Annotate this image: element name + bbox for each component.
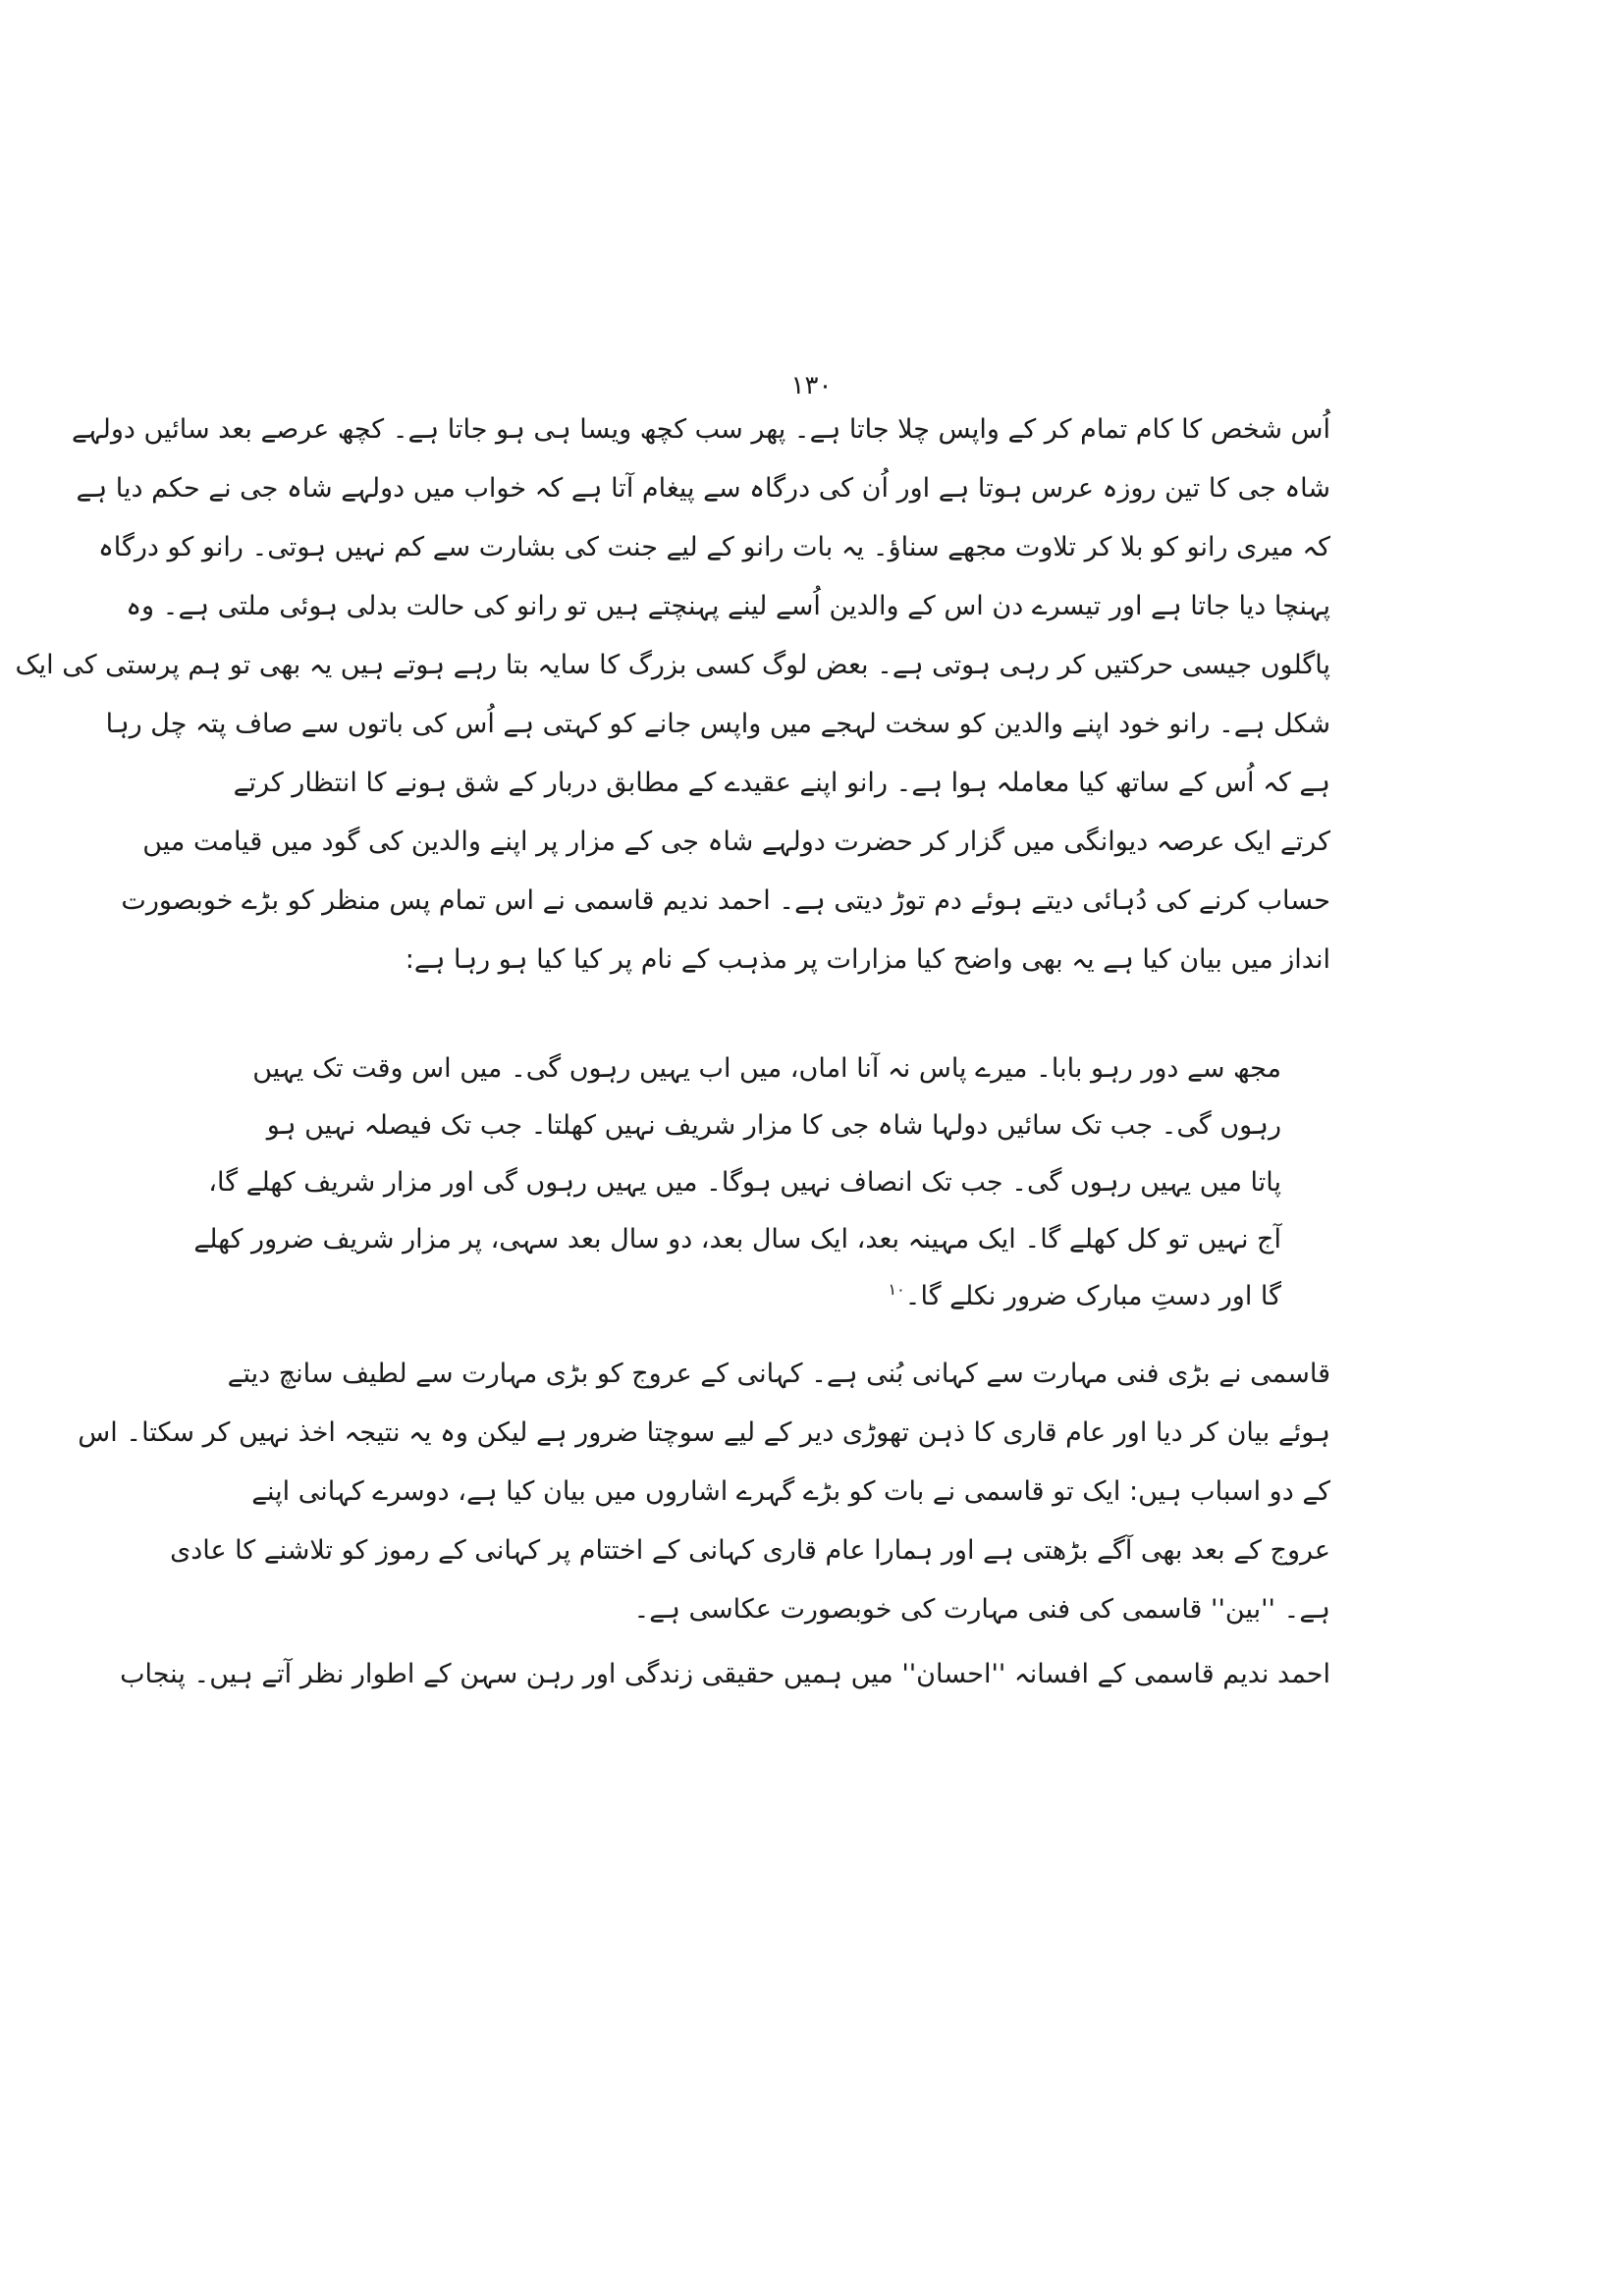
text-line: کے دو اسباب ہیں: ایک تو قاسمی نے بات کو بڑے گہرے اشاروں میں بیان کیا ہے، دوسرے کہانی اپنے [251,1476,1330,1507]
quote-line-last [417,1268,1281,1325]
text-line: پاگلوں جیسی حرکتیں کر رہی ہوتی ہے۔ بعض لوگ کسی بزرگ کا سایہ بتا رہے ہوتے ہیں یہ بھی تو ہم پرستی کی ایک [15,650,1330,680]
block-quote [193,1041,1281,1325]
quote-line: پاتا میں یہیں رہوں گی۔ جب تک انصاف نہیں ہوگا۔ میں یہیں رہوں گی اور مزار شریف کھلے گا، [208,1167,1281,1198]
page-number: ۱۳۰ [790,371,833,400]
quote-line: مجھ سے دور رہو بابا۔ میرے پاس نہ آنا اماں، میں اب یہیں رہوں گی۔ میں اس وقت تک یہیں [252,1053,1281,1084]
text-line: ہوئے بیان کر دیا اور عام قاری کا ذہن تھوڑی دیر کے لیے سوچتا ضرور ہے لیکن وہ یہ نتیجہ اخذ نہیں کر سکتا۔ اس [78,1417,1330,1448]
text-line: ہے۔ ''بین'' قاسمی کی فنی مہارت کی خوبصورت عکاسی ہے۔ [633,1594,1330,1625]
text-line: قاسمی نے بڑی فنی مہارت سے کہانی بُنی ہے۔ کہانی کے عروج کو بڑی مہارت سے لطیف سانچ دیتے [227,1359,1330,1389]
text-line: کرتے ایک عرصہ دیوانگی میں گزار کر حضرت دولہے شاہ جی کے مزار پر اپنے والدین کی گود میں قیامت میں [142,827,1330,857]
text-line: شاہ جی کا تین روزہ عرس ہوتا ہے اور اُن کی درگاہ سے پیغام آتا ہے کہ خواب میں دولہے شاہ جی نے حکم دیا ہے [76,473,1330,504]
quote-line: رہوں گی۔ جب تک سائیں دولہا شاہ جی کا مزار شریف نہیں کھلتا۔ جب تک فیصلہ نہیں ہو [266,1110,1281,1141]
text-line: اُس شخص کا کام تمام کر کے واپس چلا جاتا ہے۔ پھر سب کچھ ویسا ہی ہو جاتا ہے۔ کچھ عرصے بعد سائیں دولہے [72,414,1330,445]
text-line: کہ میری رانو کو بلا کر تلاوت مجھے سناؤ۔ یہ بات رانو کے لیے جنت کی بشارت سے کم نہیں ہوتی۔ رانو کو درگاہ [97,532,1330,562]
text-line: انداز میں بیان کیا ہے یہ بھی واضح کیا مزارات پر مذہب کے نام پر کیا کیا ہو رہا ہے: [405,944,1330,975]
paragraph-2 [78,1345,1330,1639]
paragraph-3 [120,1645,1330,1704]
text-line: حساب کرنے کی دُہائی دیتے ہوئے دم توڑ دیتی ہے۔ احمد ندیم قاسمی نے اس تمام پس منظر کو بڑے خوبصورت [121,885,1330,916]
text-line: احمد ندیم قاسمی کے افسانہ ''احسان'' میں ہمیں حقیقی زندگی اور رہن سہن کے اطوار نظر آتے ہیں۔ پنجاب [120,1659,1330,1689]
quote-line: آج نہیں تو کل کھلے گا۔ ایک مہینہ بعد، ایک سال بعد، دو سال بعد سہی، پر مزار شریف ضرور کھلے [193,1224,1281,1255]
text-line: ہے کہ اُس کے ساتھ کیا معاملہ ہوا ہے۔ رانو اپنے عقیدے کے مطابق دربار کے شق ہونے کا انتظار کرتے [233,768,1330,798]
text-line: عروج کے بعد بھی آگے بڑھتی ہے اور ہمارا عام قاری کہانی کے اختتام پر کہانی کے رموز کو تلاشنے کا عادی [170,1535,1330,1566]
text-line: پہنچا دیا جاتا ہے اور تیسرے دن اس کے والدین اُسے لینے پہنچتے ہیں تو رانو کی حالت بدلی ہوئی ملتی ہے۔ وہ [126,591,1330,621]
text-line: شکل ہے۔ رانو خود اپنے والدین کو سخت لہجے میں واپس جانے کو کہتی ہے اُس کی باتوں سے صاف پتہ چل رہا [105,709,1330,739]
paragraph-1 [15,400,1330,989]
quote-text: گا اور دستِ مبارک ضرور نکلے گا۔ [904,1281,1281,1311]
footnote-marker: ۱۰ [888,1280,905,1299]
